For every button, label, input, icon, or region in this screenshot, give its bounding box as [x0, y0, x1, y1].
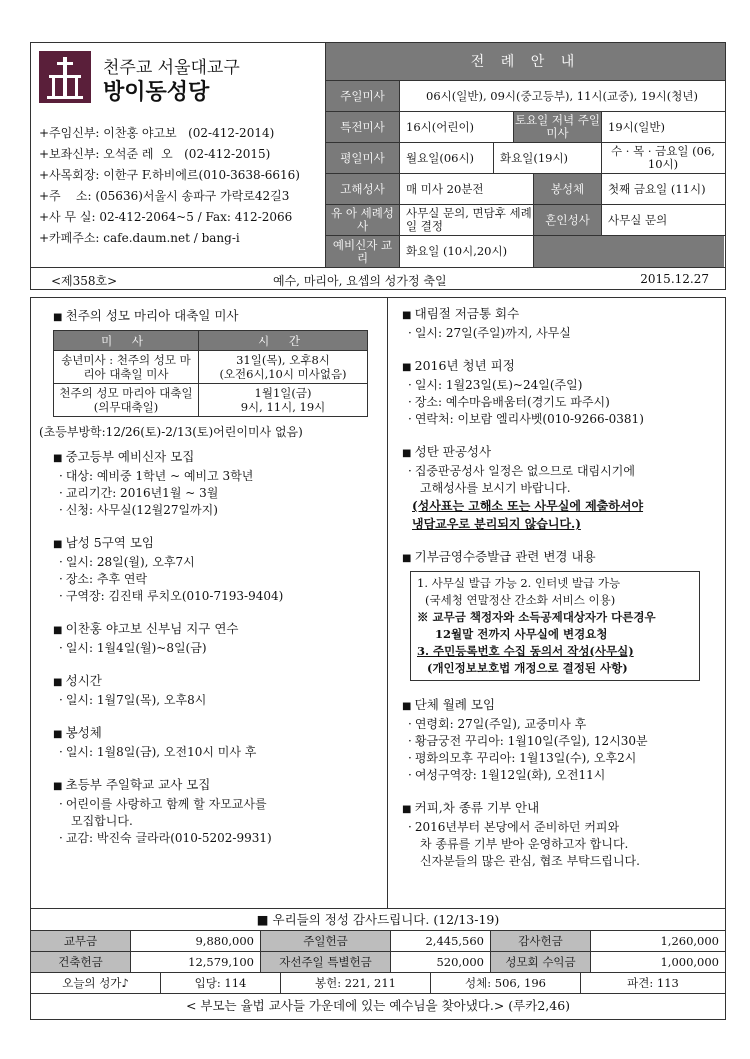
hymn-label: 오늘의 성가♪	[31, 973, 161, 993]
hymn-recessional: 파견: 113	[627, 976, 679, 990]
mass-col-header: 시 간	[199, 331, 368, 351]
marriage-value: 사무실 문의	[608, 212, 668, 227]
liturgy-row	[326, 143, 725, 174]
parish-info	[31, 43, 325, 267]
list-item: · 여성구역장: 1월12일(화), 오전11시	[402, 767, 719, 784]
mass-table	[53, 330, 368, 417]
offering-value: 1,000,000	[660, 955, 719, 969]
mass-name: 송년미사 : 천주의 성모 마리아 대축일 미사	[54, 351, 199, 384]
staff-line: +사 무 실: 02-412-2064~5 / Fax: 412-2066	[39, 210, 293, 224]
confession-note	[402, 497, 719, 533]
mass-time-line: 31일(목), 오후8시	[236, 353, 330, 367]
sat-value: 19시(일반)	[608, 119, 665, 134]
list-item: · 신청: 사무실(12월27일까지)	[53, 502, 381, 519]
weekday-mon: 월요일(06시)	[400, 143, 494, 173]
notice-section	[39, 306, 381, 441]
feast-name: 예수, 마리아, 요셉의 성가정 축일	[273, 274, 447, 288]
marriage-label: 혼인성사	[534, 205, 602, 235]
offering-row	[31, 931, 725, 952]
box-line: 1. 사무실 발급 가능 2. 인터넷 발급 가능	[417, 576, 621, 590]
section-title: ■ 남성 5구역 모임	[53, 533, 381, 551]
staff-line: +주임신부: 이찬홍 야고보 (02-412-2014)	[39, 126, 275, 140]
offering-value: 2,445,560	[391, 931, 491, 951]
notice-section	[402, 695, 719, 784]
mass-time-line: (오전6시,10시 미사없음)	[219, 367, 347, 381]
receipt-box	[410, 571, 700, 681]
notice-section	[402, 442, 719, 533]
special-label: 특전미사	[326, 112, 400, 142]
offering-value: 9,880,000	[131, 931, 261, 951]
offering-row	[31, 952, 725, 973]
offering-label: 감사헌금	[491, 931, 591, 951]
offering-label: 성모회 수익금	[491, 952, 591, 972]
list-item-cont: 차 종류를 기부 받아 운영하고자 합니다.	[420, 837, 629, 851]
section-title: ■ 기부금영수증발급 관련 변경 내용	[402, 547, 719, 565]
sunday-value: 06시(일반), 09시(중고등부), 11시(교중), 19시(청년)	[426, 88, 698, 103]
section-title: ■ 단체 월례 모임	[402, 695, 719, 713]
notice-section	[53, 671, 381, 709]
liturgy-row	[326, 112, 725, 143]
parish-title: 방이동성당	[103, 79, 210, 105]
list-item: · 일시: 1월23일(토)~24일(주일)	[402, 377, 719, 394]
section-title: ■ 봉성체	[53, 723, 381, 741]
sat-label: 토요일 저녁 주일 미사	[514, 113, 601, 140]
catechumen-label: 예비신자 교 리	[326, 236, 400, 267]
list-item: · 일시: 1월7일(목), 오후8시	[53, 692, 381, 709]
mass-time	[199, 384, 368, 417]
notice-section	[402, 304, 719, 342]
notice-section	[402, 547, 719, 681]
weekday-label: 평일미사	[326, 143, 400, 173]
offering-value: 520,000	[391, 952, 491, 972]
blessing-label: 봉성체	[534, 174, 602, 204]
list-item: · 구역장: 김진태 루치오(010-7193-9404)	[53, 588, 381, 605]
special-value: 16시(어린이)	[400, 112, 514, 142]
list-item: · 일시: 27일(주일)까지, 사무실	[402, 325, 719, 342]
list-item: · 집중판공성사 일정은 없으므로 대림시기에	[402, 463, 719, 480]
list-item: · 장소: 예수마음배움터(경기도 파주시)	[402, 394, 719, 411]
liturgy-title: 전 례 안 내	[326, 43, 725, 81]
issue-number: <제358호>	[51, 274, 118, 288]
section-title: ■ 커피,차 종류 기부 안내	[402, 798, 719, 816]
section-title: ■ 성탄 판공성사	[402, 442, 719, 460]
section-title: ■ 천주의 성모 마리아 대축일 미사	[53, 306, 381, 324]
box-line: (국세청 연말정산 간소화 서비스 이용)	[425, 593, 616, 607]
box-line: 12월말 전까지 사무실에 변경요청	[435, 627, 608, 641]
weekday-tue: 화요일(19시)	[494, 143, 602, 173]
list-item: · 연락처: 이보람 엘리사벳(010-9266-0381)	[402, 411, 719, 428]
offering-value: 12,579,100	[131, 952, 261, 972]
hymn-communion: 성체: 506, 196	[431, 973, 581, 993]
mass-time-line: 1월1일(금)	[254, 386, 312, 400]
hymn-entrance: 입당: 114	[161, 973, 281, 993]
list-item: · 일시: 1월8일(금), 오전10시 미사 후	[53, 744, 381, 761]
diocese-title: 천주교 서울대교구	[103, 58, 240, 78]
offering-label: 자선주일 특별헌금	[261, 952, 391, 972]
catechumen-value: 화요일 (10시,20시)	[400, 236, 534, 267]
list-item: · 장소: 추후 연락	[53, 571, 381, 588]
list-item: · 2016년부터 본당에서 준비하던 커피와	[402, 819, 719, 836]
confession-value: 매 미사 20분전	[400, 174, 534, 204]
offering-label: 건축헌금	[31, 952, 131, 972]
list-item-cont: 모집합니다.	[71, 814, 133, 828]
list-item: · 일시: 1월4일(월)~8일(금)	[53, 640, 381, 657]
mass-name: 천주의 성모 마리아 대축일 (의무대축일)	[54, 384, 199, 417]
staff-line: +카페주소: cafe.daum.net / bang-i	[39, 231, 240, 245]
mass-time	[199, 351, 368, 384]
staff-line: +사목회장: 이한구 F.하비에르(010-3638-6616)	[39, 168, 300, 182]
blank-cell	[534, 236, 724, 267]
offering-footer	[30, 908, 726, 1020]
left-column	[31, 298, 387, 861]
list-item: · 대상: 예비중 1학년 ~ 예비고 3학년	[53, 468, 381, 485]
note-line: (성사표는 고해소 또는 사무실에 제출하셔야	[412, 499, 644, 513]
mass-col-header: 미 사	[54, 331, 199, 351]
church-logo-icon	[39, 51, 91, 103]
list-item: · 어린이를 사랑하고 함께 할 자모교사를	[53, 796, 381, 813]
section-title: ■ 이찬홍 야고보 신부님 지구 연수	[53, 619, 381, 637]
bulletin-body	[30, 297, 726, 909]
issue-date: 2015.12.27	[640, 272, 709, 286]
box-line: ※ 교무금 책정자와 소득공제대상자가 다른경우	[417, 610, 656, 624]
notice-section	[53, 533, 381, 605]
offering-value: 1,260,000	[660, 934, 719, 948]
notice-section	[53, 723, 381, 761]
sunday-label: 주일미사	[326, 81, 400, 111]
list-item: · 교리기간: 2016년1월 ~ 3월	[53, 485, 381, 502]
note-line: 냉담교우로 분리되지 않습니다.)	[412, 517, 581, 531]
issue-bar	[30, 268, 726, 290]
vacation-note: (초등부방학:12/26(토)-2/13(토)어린이미사 없음)	[39, 425, 303, 439]
box-line: (개인정보보호법 개정으로 결정된 사항)	[427, 661, 628, 675]
notice-section	[402, 356, 719, 428]
section-title: ■ 초등부 주일학교 교사 모집	[53, 775, 381, 793]
right-column	[387, 298, 725, 908]
section-title: ■ 대림절 저금통 회수	[402, 304, 719, 322]
bulletin-header	[30, 42, 726, 268]
infant-label: 유 아 세례성사	[326, 205, 400, 235]
section-title: ■ 중고등부 예비신자 모집	[53, 447, 381, 465]
weekday-wed: 수 · 목 · 금요일 (06, 10시)	[611, 144, 715, 171]
notice-section	[53, 775, 381, 847]
gospel-quote: < 부모는 율법 교사들 가운데에 있는 예수님을 찾아냈다.> (루카2,46)	[185, 998, 571, 1013]
hymn-offertory: 봉헌: 221, 211	[281, 973, 431, 993]
hymn-row	[31, 973, 725, 994]
staff-line: +주 소: (05636)서울시 송파구 가락로42길3	[39, 189, 290, 203]
offering-label: 교무금	[31, 931, 131, 951]
liturgy-row	[326, 205, 725, 236]
list-item-cont: 고해성사를 보시기 바랍니다.	[420, 481, 571, 495]
notice-section	[402, 798, 719, 870]
list-item: · 일시: 28일(월), 오후7시	[53, 554, 381, 571]
list-item-cont: 신자분들의 많은 관심, 협조 부탁드립니다.	[420, 854, 640, 868]
mass-time-line: 9시, 11시, 19시	[240, 400, 326, 414]
box-line: 3. 주민등록번호 수집 동의서 작성(사무실)	[417, 644, 634, 658]
notice-section	[53, 447, 381, 519]
liturgy-table	[325, 43, 725, 267]
list-item: · 교감: 박진숙 글라라(010-5202-9931)	[53, 830, 381, 847]
section-title: ■ 성시간	[53, 671, 381, 689]
liturgy-row	[326, 81, 725, 112]
list-item: · 황금궁전 꾸리아: 1월10일(주일), 12시30분	[402, 733, 719, 750]
blessing-value: 첫째 금요일 (11시)	[608, 181, 706, 196]
confession-label: 고해성사	[326, 174, 400, 204]
notice-section	[53, 619, 381, 657]
list-item: · 연령회: 27일(주일), 교중미사 후	[402, 716, 719, 733]
infant-value: 사무실 문의, 면담후 세례일 결정	[400, 205, 534, 235]
offering-heading: ■ 우리들의 정성 감사드립니다. (12/13-19)	[31, 909, 725, 931]
staff-list	[39, 123, 300, 249]
liturgy-row	[326, 236, 725, 267]
staff-line: +보좌신부: 오석준 레 오 (02-412-2015)	[39, 147, 271, 161]
section-title: ■ 2016년 청년 피정	[402, 356, 719, 374]
list-item: · 평화의모후 꾸리아: 1월13일(수), 오후2시	[402, 750, 719, 767]
liturgy-row	[326, 174, 725, 205]
offering-label: 주일헌금	[261, 931, 391, 951]
